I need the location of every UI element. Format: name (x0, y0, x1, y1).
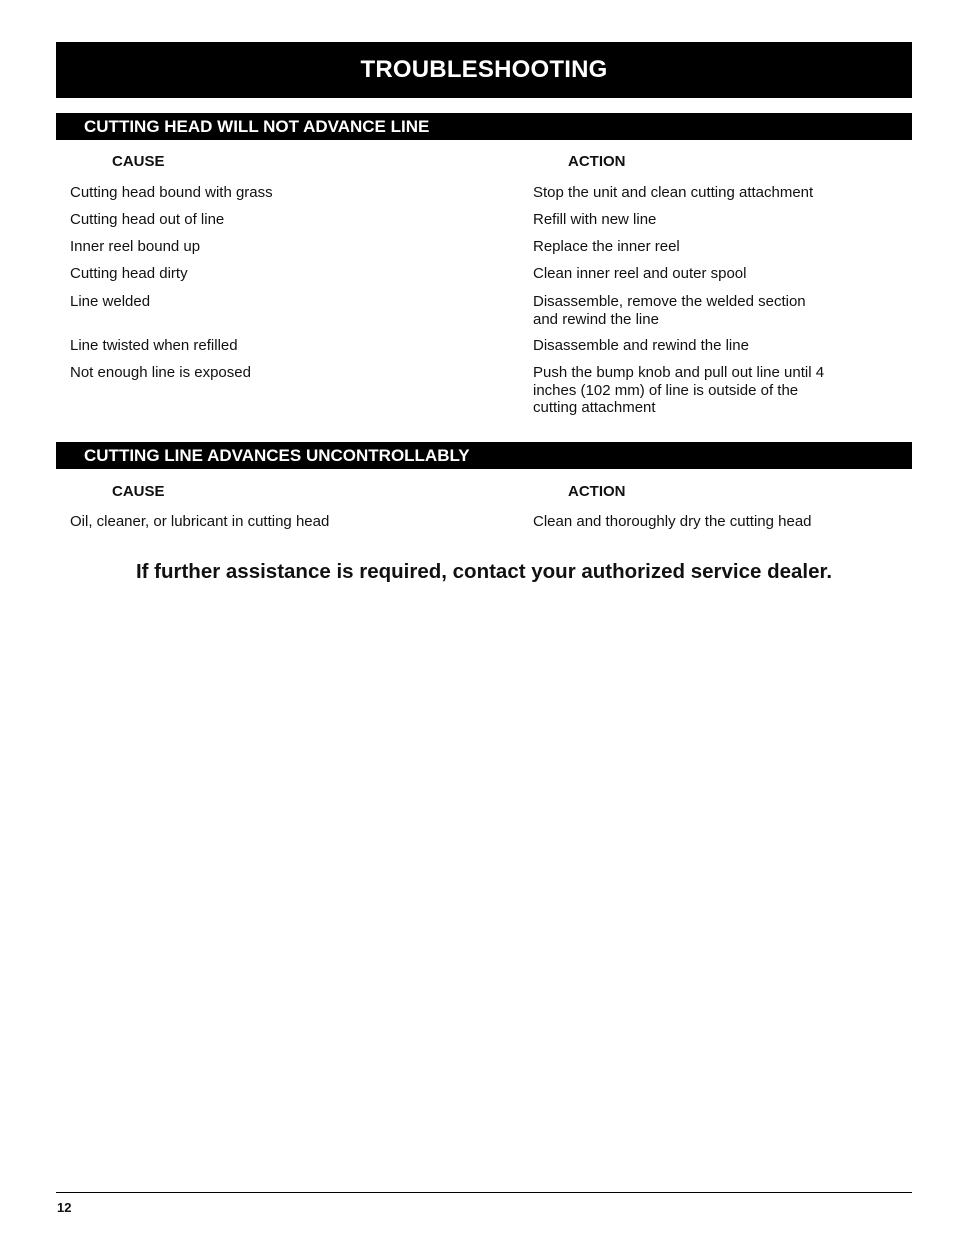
action-cell: Disassemble, remove the welded section and rewind the line (533, 293, 806, 328)
cause-cell: Inner reel bound up (70, 238, 201, 255)
page-title: TROUBLESHOOTING (56, 42, 912, 98)
cause-cell: Oil, cleaner, or lubricant in cutting head (70, 513, 330, 530)
cause-column-header: CAUSE (112, 153, 165, 170)
cause-cell: Not enough line is exposed (70, 364, 251, 381)
action-cell: Clean and thoroughly dry the cutting head (533, 513, 812, 530)
cause-cell: Cutting head dirty (70, 265, 188, 282)
action-cell: Refill with new line (533, 211, 657, 228)
cause-cell: Cutting head bound with grass (70, 184, 273, 201)
action-cell: Disassemble and rewind the line (533, 337, 749, 354)
action-cell: Stop the unit and clean cutting attachment (533, 184, 814, 201)
cause-column-header: CAUSE (112, 483, 165, 500)
action-column-header: ACTION (568, 153, 626, 170)
action-column-header: ACTION (568, 483, 626, 500)
action-cell: Push the bump knob and pull out line until 4 inches (102 mm) of line is outside of the cutting attachment (533, 364, 825, 416)
action-cell: Replace the inner reel (533, 238, 680, 255)
footer-divider (56, 1192, 912, 1193)
section-heading-no-advance: CUTTING HEAD WILL NOT ADVANCE LINE (56, 113, 912, 140)
page-number: 12 (57, 1200, 72, 1215)
cause-cell: Line welded (70, 293, 151, 310)
section-heading-advances-uncontrollably: CUTTING LINE ADVANCES UNCONTROLLABLY (56, 442, 912, 469)
action-cell: Clean inner reel and outer spool (533, 265, 747, 282)
cause-cell: Cutting head out of line (70, 211, 225, 228)
cause-cell: Line twisted when refilled (70, 337, 238, 354)
closing-note: If further assistance is required, contact your authorized service dealer. (135, 560, 833, 583)
